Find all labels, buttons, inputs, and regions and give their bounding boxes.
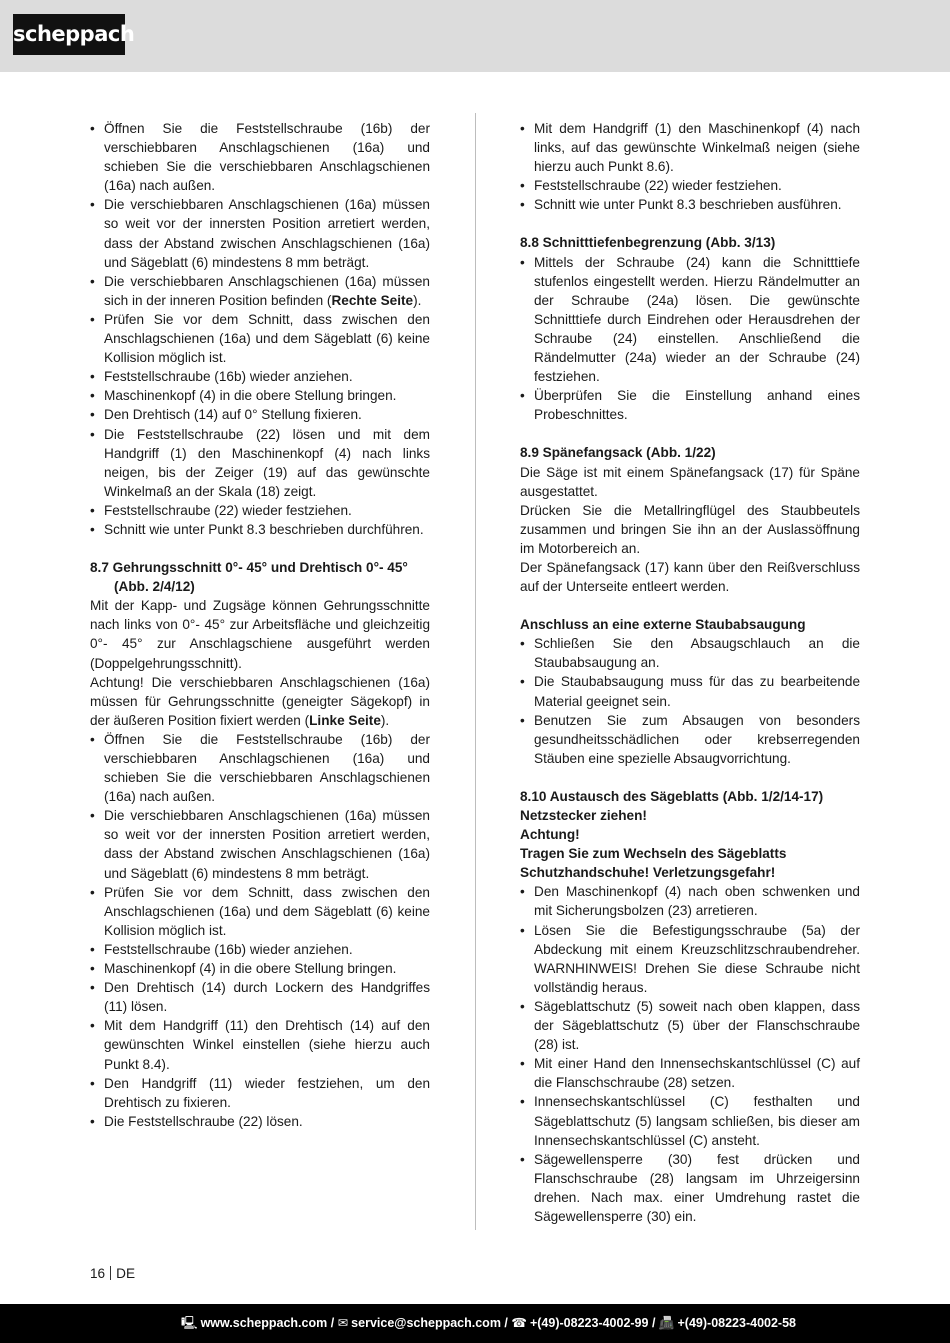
section-heading-absaugung: Anschluss an eine externe Staubabsaugung bbox=[520, 617, 806, 633]
list-item: • Den Drehtisch (14) auf 0° Stellung fixieren. bbox=[90, 405, 430, 424]
list-item: • Den Handgriff (11) wieder festziehen, um den Drehtisch zu fixieren. bbox=[90, 1074, 430, 1112]
list-item: • Sägeblattschutz (5) soweit nach oben klappen, dass der Sägeblattschutz (5) über der Flanschschraube (28) ist. bbox=[520, 997, 860, 1054]
list-item: • Öffnen Sie die Feststellschraube (16b) der verschiebbaren Anschlagschienen (16a) und schieben Sie die verschiebbaren Anschlagschienen (16a) nach außen. bbox=[90, 730, 430, 806]
paragraph: Drücken Sie die Metallringflügel des Staubbeutels zusammen und bringen Sie ihn an der Auslassöffnung im Motorbereich an. bbox=[520, 502, 860, 556]
left-column bbox=[90, 119, 430, 1131]
list-item: • Feststellschraube (22) wieder festziehen. bbox=[90, 501, 430, 520]
scheppach-logo: scheppach bbox=[13, 14, 125, 55]
list-item: • Den Maschinenkopf (4) nach oben schwenken und mit Sicherungsbolzen (23) arretieren. bbox=[520, 882, 860, 920]
list-8-8 bbox=[520, 253, 860, 425]
section-heading-8-9: 8.9 Spänefangsack (Abb. 1/22) bbox=[520, 445, 716, 461]
page-number-separator bbox=[110, 1266, 111, 1280]
page-number bbox=[90, 1266, 135, 1282]
list-item: • Die Feststellschraube (22) lösen und mit dem Handgriff (1) den Maschinenkopf (4) nach links neigen, bis der Zeiger (19) auf das gewünschte Winkelmaß an der Skala (18) zeigt. bbox=[90, 425, 430, 501]
list-item: • Den Drehtisch (14) durch Lockern des Handgriffes (11) lösen. bbox=[90, 978, 430, 1016]
list-item: • Die verschiebbaren Anschlagschienen (16a) müssen so weit vor der innersten Position arretiert werden, dass der Abstand zwischen Anschlagschienen (16a) und Sägeblatt (6) mindestens 8 mm beträgt. bbox=[90, 195, 430, 271]
list-item: • Feststellschraube (16b) wieder anziehen. bbox=[90, 940, 430, 959]
list-item: • Schnitt wie unter Punkt 8.3 beschrieben ausführen. bbox=[520, 195, 860, 214]
list-item: • Überprüfen Sie die Einstellung anhand eines Probeschnittes. bbox=[520, 386, 860, 424]
list-item: • Schließen Sie den Absaugschlauch an die Staubabsaugung an. bbox=[520, 634, 860, 672]
list-item: • Mit dem Handgriff (11) den Drehtisch (14) auf den gewünschten Winkel einstellen (siehe hierzu auch Punkt 8.4). bbox=[90, 1016, 430, 1073]
paragraph: Der Spänefangsack (17) kann über den Reißverschluss auf der Unterseite entleert werden. bbox=[520, 559, 860, 595]
list-8-10 bbox=[520, 882, 860, 1226]
list-item: • Die verschiebbaren Anschlagschienen (16a) müssen so weit vor der innersten Position arretiert werden, dass der Abstand zwischen Anschlagschienen (16a) und Sägeblatt (6) mindestens 8 mm beträgt. bbox=[90, 806, 430, 882]
list-item-text: ). bbox=[413, 292, 422, 308]
column-divider bbox=[475, 113, 476, 1230]
phone-icon: ☎ bbox=[511, 1316, 527, 1330]
footer-phone: +(49)-08223-4002-99 bbox=[529, 1316, 649, 1330]
paragraph-text: Achtung! Die verschiebbaren Anschlagschienen (16a) müssen für Gehrungsschnitte (geneigter Sägekopf) in der äußeren Position fixiert werden ( bbox=[90, 674, 430, 728]
footer-contact bbox=[181, 1304, 796, 1343]
list-absaugung bbox=[520, 634, 860, 768]
emphasis: Linke Seite bbox=[309, 712, 381, 728]
list-item: • Feststellschraube (22) wieder festziehen. bbox=[520, 176, 860, 195]
section-heading-8-10: 8.10 Austausch des Sägeblatts (Abb. 1/2/14-17) bbox=[520, 788, 824, 804]
paragraph-text: ). bbox=[380, 712, 390, 728]
section-heading-8-8: 8.8 Schnitttiefenbegrenzung (Abb. 3/13) bbox=[520, 235, 776, 251]
list-item: • Öffnen Sie die Feststellschraube (16b) der verschiebbaren Anschlagschienen (16a) und schieben Sie die verschiebbaren Anschlagschienen (16a) nach außen. bbox=[90, 119, 430, 195]
footer-separator: / bbox=[330, 1316, 335, 1330]
footer-bar bbox=[0, 1304, 950, 1343]
list-item: • Sägewellensperre (30) fest drücken und Flanschschraube (28) langsam im Uhrzeigersinn drehen. Nach max. einer Umdrehung rastet die Sägewellensperre (30) ein. bbox=[520, 1150, 860, 1226]
list-item: • Lösen Sie die Befestigungsschraube (5a) der Abdeckung mit einem Kreuzschlitzschraubendreher. WARNHINWEIS! Drehen Sie diese Schraube nicht vollständig heraus. bbox=[520, 921, 860, 997]
list-item: • Mit einer Hand den Innensechskantschlüssel (C) auf die Flanschschraube (28) setzen. bbox=[520, 1054, 860, 1092]
page-number-value: 16 bbox=[90, 1266, 106, 1281]
list-item: • Maschinenkopf (4) in die obere Stellung bringen. bbox=[90, 959, 430, 978]
warning-text: Netzstecker ziehen! bbox=[520, 808, 647, 823]
list-item: • Maschinenkopf (4) in die obere Stellung bringen. bbox=[90, 386, 430, 405]
footer-separator: / bbox=[651, 1316, 656, 1330]
computer-icon: 🖳 bbox=[180, 1316, 198, 1330]
list-item: • Feststellschraube (16b) wieder anziehen. bbox=[90, 367, 430, 386]
footer-separator: / bbox=[504, 1316, 508, 1330]
mail-icon: ✉ bbox=[337, 1316, 349, 1330]
footer-email[interactable]: service@scheppach.com bbox=[351, 1316, 501, 1330]
right-list-1 bbox=[520, 119, 860, 214]
list-item: • Schnitt wie unter Punkt 8.3 beschrieben durchführen. bbox=[90, 520, 430, 539]
header-band bbox=[0, 0, 950, 72]
footer-website[interactable]: www.scheppach.com bbox=[200, 1316, 328, 1330]
list-item: • Prüfen Sie vor dem Schnitt, dass zwischen den Anschlagschienen (16a) und dem Sägeblatt (6) keine Kollision möglich ist. bbox=[90, 310, 430, 367]
warning-text: Tragen Sie zum Wechseln des Sägeblatts Schutzhandschuhe! Verletzungsgefahr! bbox=[520, 846, 787, 881]
heading-line: 8.7 Gehrungsschnitt 0°- 45° und Drehtisch 0°- 45° bbox=[90, 560, 408, 576]
paragraph bbox=[90, 673, 430, 730]
paragraph: Die Säge ist mit einem Spänefangsack (17) für Späne ausgestattet. bbox=[520, 464, 860, 499]
list-item: • Die Staubabsaugung muss für das zu bearbeitende Material geeignet sein. bbox=[520, 672, 860, 710]
list-item: • Innensechskantschlüssel (C) festhalten und Sägeblattschutz (5) langsam schließen, bis dieser am Innensechskantschlüssel (C) ansteht. bbox=[520, 1092, 860, 1149]
list-item-text: Die verschiebbaren Anschlagschienen (16a) müssen sich in der inneren Position befinden ( bbox=[104, 273, 430, 308]
left-list-1 bbox=[90, 119, 430, 539]
page-language: DE bbox=[116, 1266, 136, 1281]
list-item: • Prüfen Sie vor dem Schnitt, dass zwischen den Anschlagschienen (16a) und dem Sägeblatt (6) keine Kollision möglich ist. bbox=[90, 883, 430, 940]
list-item: • Mittels der Schraube (24) kann die Schnitttiefe stufenlos eingestellt werden. Hierzu Rändelmutter an der Schraube (24a) lösen. Die gewünschte Schnitttiefe durch Eindrehen oder Herausdrehen der Schraube (24) einstellen. Anschließend die Rändelmutter (24a) wieder an der Schraube (24) festziehen. bbox=[520, 253, 860, 387]
list-item: • Die Feststellschraube (22) lösen. bbox=[90, 1112, 430, 1131]
left-list-3 bbox=[90, 730, 430, 1131]
right-column bbox=[520, 119, 860, 1226]
fax-icon: 📠 bbox=[658, 1316, 675, 1330]
paragraph: Mit der Kapp- und Zugsäge können Gehrungsschnitte nach links von 0°- 45° zur Arbeitsfläche und gleichzeitig 0°- 45° zur Anschlagschiene ausgeführt werden (Doppelgehrungsschnitt). bbox=[90, 598, 430, 671]
list-item bbox=[90, 272, 430, 310]
section-heading-8-7 bbox=[90, 558, 430, 596]
heading-line: (Abb. 2/4/12) bbox=[114, 579, 195, 595]
list-item: • Benutzen Sie zum Absaugen von besonders gesundheitsschädlichen oder krebserregenden Stäuben eine spezielle Absaugvorrichtung. bbox=[520, 711, 860, 768]
list-item: • Mit dem Handgriff (1) den Maschinenkopf (4) nach links, auf das gewünschte Winkelmaß neigen (siehe hierzu auch Punkt 8.6). bbox=[520, 119, 860, 176]
footer-fax: +(49)-08223-4002-58 bbox=[677, 1316, 796, 1330]
warning-text: Achtung! bbox=[520, 827, 580, 843]
emphasis: Rechte Seite bbox=[331, 292, 414, 308]
